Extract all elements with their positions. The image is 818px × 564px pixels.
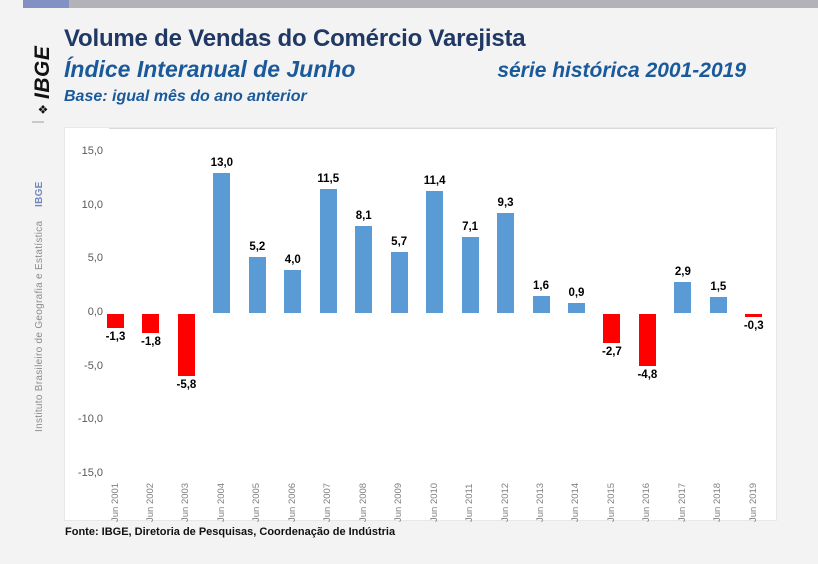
x-tick-label: Jun 2014 (570, 482, 582, 522)
bar (533, 296, 550, 313)
bar-value-label: -0,3 (743, 320, 764, 333)
x-tick-label: Jun 2015 (605, 482, 617, 522)
bar-value-label: -1,8 (141, 336, 161, 349)
bar (745, 314, 762, 317)
bar (426, 191, 443, 313)
subtitle-left: Índice Interanual de Junho (64, 56, 356, 82)
y-tick-label: -15,0 (77, 467, 103, 480)
bar-value-label: 1,5 (710, 280, 727, 293)
bar-chart (64, 127, 777, 521)
x-tick-label: Jun 2008 (357, 482, 369, 522)
ibge-logo-text: IBGE (31, 46, 54, 100)
bar-value-label: 11,4 (423, 174, 446, 187)
bar-value-label: -4,8 (637, 368, 658, 381)
x-tick-label: Jun 2018 (712, 482, 724, 522)
x-tick-label: Jun 2006 (286, 482, 298, 522)
y-tick-label: -10,0 (77, 413, 103, 426)
y-tick-label: 10,0 (81, 198, 103, 211)
bar (568, 303, 585, 313)
bar-value-label: 7,1 (462, 220, 479, 233)
x-tick-label: Jun 2011 (464, 483, 476, 522)
ibge-logo-icon: ❖ (36, 101, 50, 116)
subtitle-row (64, 56, 746, 83)
bar (249, 257, 266, 313)
bar-value-label: 2,9 (674, 265, 691, 278)
bar-value-label: 0,9 (568, 287, 585, 300)
bar-value-label: 13,0 (210, 157, 234, 170)
x-tick-label: Jun 2012 (499, 482, 511, 522)
bar (674, 282, 691, 313)
source-note: Fonte: IBGE, Diretoria de Pesquisas, Coordenação de Indústria (65, 526, 396, 538)
bar (603, 314, 620, 343)
bar (462, 237, 479, 313)
bar (497, 213, 514, 313)
bar-value-label: 1,6 (533, 279, 550, 292)
ibge-logo (30, 26, 56, 116)
y-tick-label: -5,0 (84, 359, 103, 372)
y-tick-label: 15,0 (81, 144, 103, 157)
bar (178, 314, 195, 376)
zero-axis-line (109, 128, 774, 129)
bar-value-label: -5,8 (176, 379, 197, 392)
bar (107, 314, 124, 328)
org-abbr-text: IBGE (34, 181, 45, 208)
bar-value-label: 11,5 (317, 173, 340, 186)
bar (355, 226, 372, 313)
bar-value-label: 4,0 (284, 254, 301, 267)
bar-value-label: 9,3 (497, 197, 514, 210)
x-tick-label: Jun 2001 (109, 482, 121, 522)
y-tick-label: 5,0 (87, 252, 103, 265)
x-tick-label: Jun 2016 (641, 482, 653, 522)
page-title: Volume de Vendas do Comércio Varejista (64, 25, 526, 52)
x-tick-label: Jun 2013 (535, 482, 547, 522)
sidebar-divider (32, 121, 44, 123)
bar-value-label: 8,1 (355, 210, 372, 222)
topbar-gray-segment (69, 0, 818, 8)
x-tick-label: Jun 2010 (428, 482, 440, 522)
bar-value-label: -2,7 (602, 345, 622, 358)
bar (320, 189, 337, 313)
x-tick-label: Jun 2009 (393, 482, 405, 522)
base-note: Base: igual mês do ano anterior (64, 88, 307, 105)
bar-value-label: -1,3 (105, 330, 126, 343)
y-tick-label: 0,0 (87, 306, 103, 318)
x-tick-label: Jun 2002 (144, 482, 156, 522)
bar (639, 314, 656, 366)
bar (142, 314, 159, 333)
bar-value-label: 5,7 (391, 235, 408, 248)
bar-value-label: 5,2 (249, 241, 266, 254)
x-tick-label: Jun 2019 (747, 482, 759, 522)
bar (213, 173, 230, 313)
sidebar-org-name (33, 132, 47, 432)
x-tick-label: Jun 2004 (215, 482, 227, 522)
x-tick-label: Jun 2003 (180, 482, 192, 522)
x-tick-label: Jun 2005 (251, 482, 263, 522)
bar (710, 297, 727, 313)
bar (284, 270, 301, 313)
org-name-text: Instituto Brasileiro de Geografia e Estatística (34, 220, 45, 432)
x-tick-label: Jun 2007 (322, 482, 334, 522)
bar (391, 252, 408, 313)
topbar-accent-segment (23, 0, 69, 8)
subtitle-right: série histórica 2001-2019 (497, 59, 746, 82)
x-tick-label: Jun 2017 (676, 482, 688, 522)
